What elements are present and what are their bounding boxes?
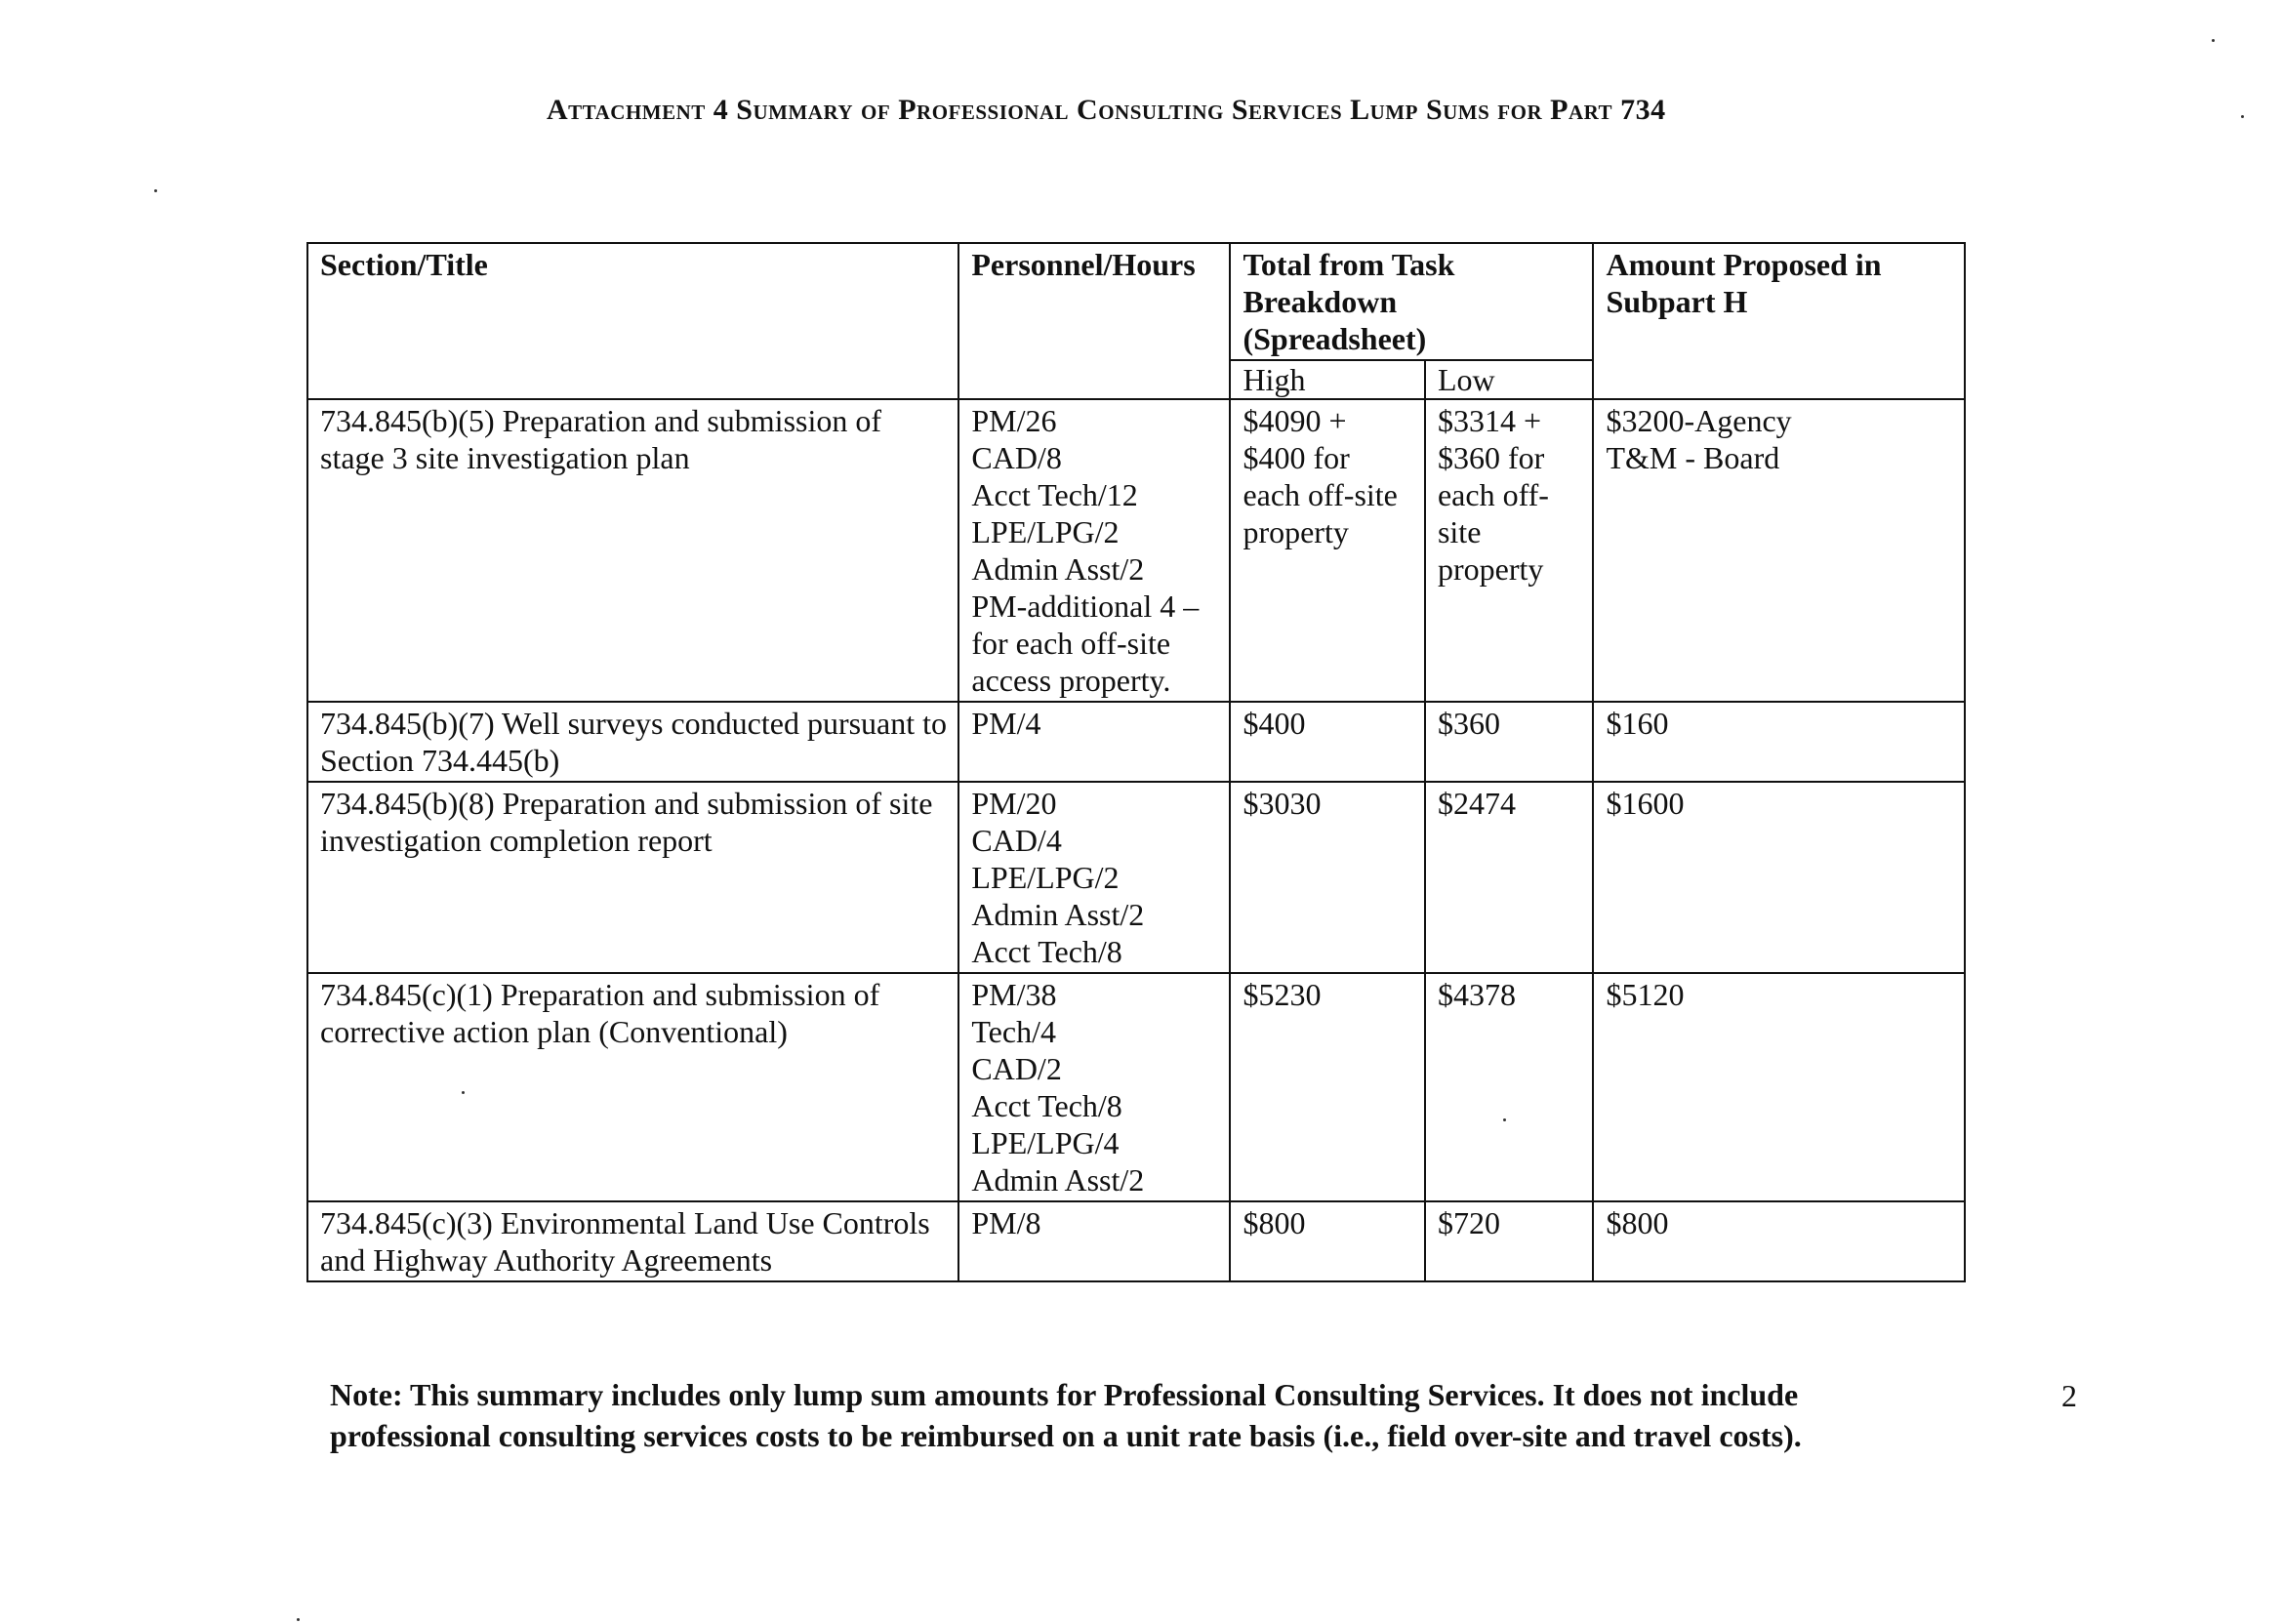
- table-row: [307, 702, 1965, 782]
- cell-section: 734.845(b)(8) Preparation and submission of site investigation completion report: [307, 782, 958, 973]
- scan-speck: [2212, 39, 2215, 42]
- cell-low: $4378: [1425, 973, 1594, 1201]
- table-header-row: [307, 243, 1965, 360]
- cell-personnel: PM/4: [958, 702, 1230, 782]
- cell-high: $800: [1230, 1201, 1425, 1281]
- scan-speck: [462, 1091, 465, 1094]
- cell-amount: $160: [1593, 702, 1965, 782]
- cell-amount: $3200-Agency T&M - Board: [1593, 399, 1965, 702]
- cell-low: $720: [1425, 1201, 1594, 1281]
- cell-personnel: PM/38 Tech/4 CAD/2 Acct Tech/8 LPE/LPG/4 Admin Asst/2: [958, 973, 1230, 1201]
- scan-speck: [2241, 115, 2244, 118]
- cell-high: $3030: [1230, 782, 1425, 973]
- cell-section: 734.845(c)(3) Environmental Land Use Controls and Highway Authority Agreements: [307, 1201, 958, 1281]
- header-amount-proposed: Amount Proposed in Subpart H: [1593, 243, 1965, 399]
- cell-section: 734.845(b)(7) Well surveys conducted pursuant to Section 734.445(b): [307, 702, 958, 782]
- header-total-task-breakdown: Total from Task Breakdown (Spreadsheet): [1230, 243, 1593, 360]
- cell-high: $4090 + $400 for each off-site property: [1230, 399, 1425, 702]
- cell-low: $2474: [1425, 782, 1594, 973]
- cell-amount: $5120: [1593, 973, 1965, 1201]
- page-number: 2: [2061, 1378, 2077, 1413]
- table-row: [307, 973, 1965, 1201]
- cell-personnel: PM/20 CAD/4 LPE/LPG/2 Admin Asst/2 Acct Tech/8: [958, 782, 1230, 973]
- header-section-title: Section/Title: [307, 243, 958, 399]
- cell-low: $3314 + $360 for each off-site property: [1425, 399, 1594, 702]
- cell-personnel: PM/26 CAD/8 Acct Tech/12 LPE/LPG/2 Admin Asst/2 PM-additional 4 – for each off-site access property.: [958, 399, 1230, 702]
- header-low: Low: [1425, 360, 1594, 399]
- header-high: High: [1230, 360, 1425, 399]
- table-row: [307, 782, 1965, 973]
- cell-personnel: PM/8: [958, 1201, 1230, 1281]
- table-row: [307, 399, 1965, 702]
- cell-low: $360: [1425, 702, 1594, 782]
- footnote: [330, 1374, 1931, 1456]
- cell-high: $5230: [1230, 973, 1425, 1201]
- scan-speck: [297, 1618, 300, 1621]
- document-title: Attachment 4 Summary of Professional Consulting Services Lump Sums for Part 734: [547, 94, 1666, 126]
- cell-amount: $800: [1593, 1201, 1965, 1281]
- scan-speck: [154, 189, 157, 192]
- footnote-line: professional consulting services costs to be reimbursed on a unit rate basis (i.e., field over-site and travel costs).: [330, 1418, 1802, 1453]
- header-personnel-hours: Personnel/Hours: [958, 243, 1230, 399]
- scan-speck: [1503, 1118, 1506, 1121]
- cell-amount: $1600: [1593, 782, 1965, 973]
- cell-section: 734.845(c)(1) Preparation and submission of corrective action plan (Conventional): [307, 973, 958, 1201]
- cell-high: $400: [1230, 702, 1425, 782]
- footnote-line: Note: This summary includes only lump sum amounts for Professional Consulting Services. It does not include: [330, 1377, 1799, 1412]
- cell-section: 734.845(b)(5) Preparation and submission of stage 3 site investigation plan: [307, 399, 958, 702]
- table-row: [307, 1201, 1965, 1281]
- summary-table: [306, 242, 1966, 1282]
